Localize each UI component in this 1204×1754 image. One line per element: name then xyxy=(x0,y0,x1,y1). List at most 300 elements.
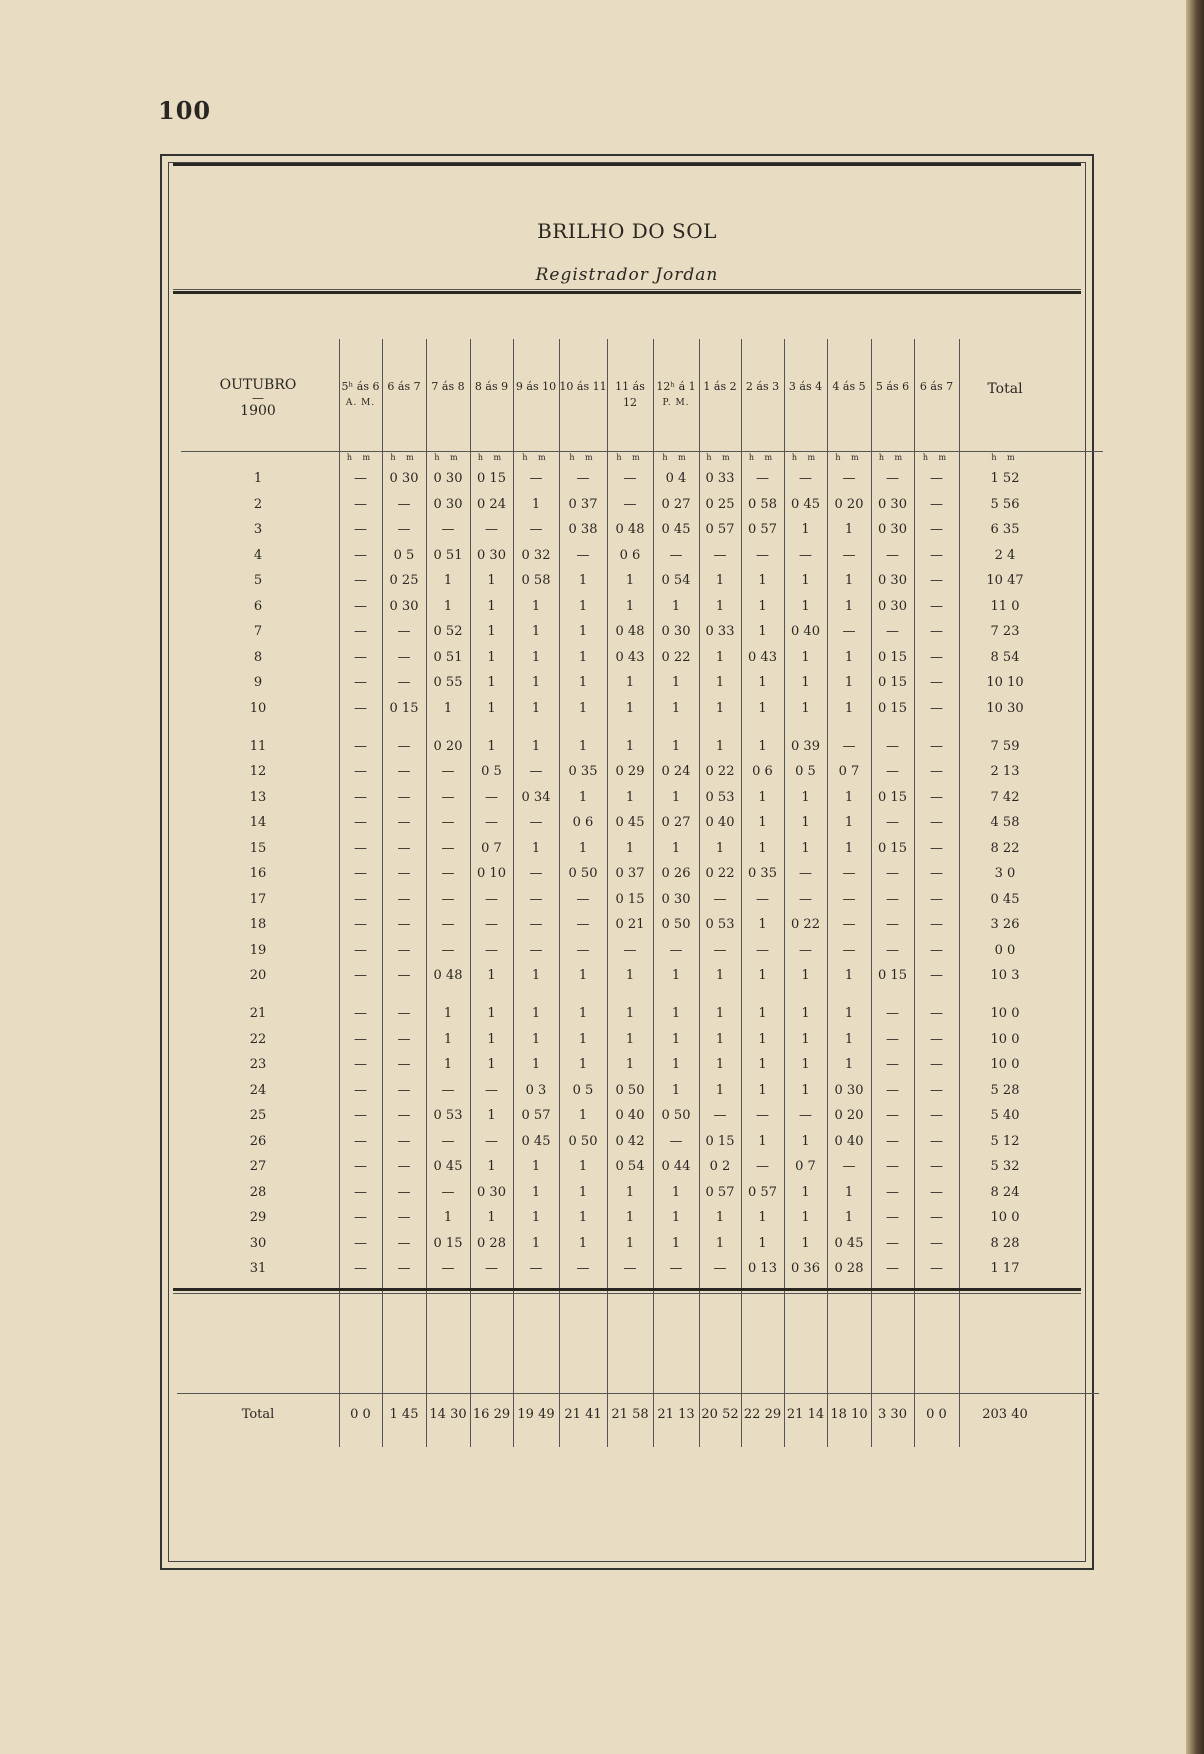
table-cell: 1 xyxy=(487,1108,496,1123)
table-cell: — xyxy=(354,675,367,690)
table-cell: 1 xyxy=(801,1057,810,1072)
column-header-label: 2 ás 3 xyxy=(745,380,780,393)
table-cell: — xyxy=(669,942,683,958)
table-cell: — xyxy=(485,891,498,907)
table-cell: 0 30 xyxy=(477,1184,506,1200)
table-cell: — xyxy=(756,1159,769,1174)
table-cell: 0 35 xyxy=(748,866,777,881)
table-cell: 2 13 xyxy=(990,764,1020,779)
table-cell: 1 xyxy=(844,522,854,537)
table-cell: 1 xyxy=(578,649,588,665)
table-cell: 1 xyxy=(487,624,496,639)
table-cell: 0 4 xyxy=(665,471,687,486)
table-cell: 0 58 xyxy=(521,573,551,588)
table-cell: 1 17 xyxy=(990,1261,1020,1276)
table-cell: 1 xyxy=(801,840,810,856)
unit-label: h m xyxy=(706,453,734,462)
table-cell: — xyxy=(623,1261,637,1276)
row-day: 30 xyxy=(249,1235,267,1251)
month-label: OUTUBRO xyxy=(219,377,297,393)
table-cell: — xyxy=(886,815,899,830)
row-day: 7 xyxy=(253,624,263,639)
row-day: 20 xyxy=(249,968,267,983)
table-cell: 0 58 xyxy=(748,496,777,512)
unit-label: h m xyxy=(346,453,375,462)
table-cell: 3 26 xyxy=(990,917,1020,932)
table-cell: 0 54 xyxy=(615,1159,645,1174)
table-cell: — xyxy=(886,1006,899,1021)
page-edge xyxy=(1186,0,1204,1754)
table-cell: 0 30 xyxy=(878,522,907,537)
table-cell: — xyxy=(886,624,899,639)
table-cell: 5 32 xyxy=(990,1159,1020,1174)
table-cell: 6 35 xyxy=(990,522,1020,537)
table-cell: 1 xyxy=(844,649,854,665)
table-cell: 10 30 xyxy=(986,700,1024,716)
table-cell: — xyxy=(354,1057,367,1072)
table-cell: 1 xyxy=(487,968,496,983)
table-cell: 1 xyxy=(487,598,496,614)
table-cell: — xyxy=(886,738,899,754)
table-cell: 10 0 xyxy=(990,1057,1020,1072)
table-cell: — xyxy=(713,891,727,907)
table-cell: — xyxy=(354,547,367,563)
table-cell: — xyxy=(441,1082,455,1098)
table-cell: — xyxy=(886,1082,899,1098)
column-header xyxy=(871,379,914,395)
table-cell: — xyxy=(930,522,943,537)
table-cell: — xyxy=(397,917,411,932)
unit-label: h m xyxy=(662,453,690,462)
row-day: 8 xyxy=(253,649,263,665)
table-cell: — xyxy=(441,840,455,856)
table-cell: 1 xyxy=(625,1210,635,1225)
table-cell: — xyxy=(354,1133,367,1149)
table-cell: — xyxy=(441,789,455,805)
table-cell: — xyxy=(529,866,543,881)
table-cell: — xyxy=(886,547,899,563)
table-cell: 1 xyxy=(671,1235,681,1251)
table-cell: — xyxy=(354,1108,367,1123)
table-cell: 1 xyxy=(715,1031,725,1047)
table-cell: 1 xyxy=(578,968,588,983)
table-cell: — xyxy=(354,598,367,614)
table-cell: — xyxy=(756,1108,769,1123)
column-header-label: Total xyxy=(987,381,1023,397)
column-header xyxy=(559,379,607,395)
table-cell: 0 15 xyxy=(615,891,645,907)
table-cell: 1 xyxy=(758,1133,767,1149)
row-day: 26 xyxy=(249,1133,267,1149)
table-cell: 1 xyxy=(625,573,635,588)
table-cell: 1 xyxy=(801,1210,810,1225)
header-rule xyxy=(181,451,1103,452)
row-day: 14 xyxy=(249,815,267,830)
total-cell: 203 40 xyxy=(982,1407,1028,1422)
table-cell: 1 xyxy=(531,738,541,754)
column-header xyxy=(339,379,382,411)
table-cell: 1 xyxy=(715,1210,725,1225)
table-cell: 0 57 xyxy=(521,1108,551,1123)
table-cell: 1 xyxy=(625,675,635,690)
table-cell: 1 xyxy=(625,700,635,716)
table-cell: 0 45 xyxy=(521,1133,551,1149)
table-cell: — xyxy=(441,764,455,779)
table-cell: 1 xyxy=(578,1210,588,1225)
table-cell: 0 20 xyxy=(433,738,463,754)
table-cell: 1 xyxy=(531,624,541,639)
table-cell: 0 30 xyxy=(389,471,419,486)
table-cell: — xyxy=(886,1261,899,1276)
table-cell: 1 xyxy=(487,700,496,716)
table-cell: 1 xyxy=(531,968,541,983)
table-cell: 1 xyxy=(801,1006,810,1021)
column-header-label: 10 ás 11 xyxy=(559,380,607,393)
column-header xyxy=(607,379,653,411)
table-cell: 0 7 xyxy=(795,1159,816,1174)
table-cell: 1 xyxy=(443,1006,453,1021)
table-cell: 1 xyxy=(801,789,810,805)
row-day: 4 xyxy=(253,547,263,563)
table-cell: 1 xyxy=(844,1031,854,1047)
table-cell: 1 xyxy=(531,496,541,512)
table-cell: 0 0 xyxy=(994,942,1016,958)
table-cell: 1 xyxy=(443,573,453,588)
table-cell: — xyxy=(886,942,899,958)
table-cell: — xyxy=(886,891,899,907)
table-cell: 0 24 xyxy=(477,496,506,512)
table-cell: — xyxy=(930,968,943,983)
table-cell: — xyxy=(713,1261,727,1276)
table-cell: — xyxy=(930,547,943,563)
table-cell: — xyxy=(397,1082,411,1098)
table-cell: 0 5 xyxy=(795,764,816,779)
table-cell: — xyxy=(354,815,367,830)
table-cell: — xyxy=(842,866,856,881)
table-cell: — xyxy=(886,1133,899,1149)
total-cell: 18 10 xyxy=(830,1407,868,1422)
table-cell: 0 52 xyxy=(433,624,463,639)
table-cell: — xyxy=(397,738,411,754)
table-cell: 0 37 xyxy=(615,866,645,881)
table-cell: 1 xyxy=(531,1184,541,1200)
table-cell: 1 xyxy=(758,1031,767,1047)
table-cell: 1 xyxy=(671,840,681,856)
table-cell: — xyxy=(529,917,543,932)
table-cell: — xyxy=(930,496,943,512)
table-cell: — xyxy=(669,1261,683,1276)
column-header-label: 7 ás 8 xyxy=(431,380,465,393)
table-cell: 1 xyxy=(671,1082,681,1098)
table-cell: 0 53 xyxy=(433,1108,463,1123)
table-cell: 1 xyxy=(671,1031,681,1047)
table-cell: — xyxy=(354,917,367,932)
table-cell: — xyxy=(930,573,943,588)
table-cell: — xyxy=(930,1057,943,1072)
row-day: 31 xyxy=(249,1261,267,1276)
table-cell: 1 xyxy=(487,1159,496,1174)
table-cell: 1 xyxy=(671,738,681,754)
table-cell: — xyxy=(669,547,683,563)
table-cell: — xyxy=(354,522,367,537)
table-cell: — xyxy=(397,1210,411,1225)
table-cell: 1 xyxy=(625,840,635,856)
table-cell: — xyxy=(354,764,367,779)
table-cell: — xyxy=(354,1082,367,1098)
table-cell: 1 xyxy=(671,1057,681,1072)
table-cell: 1 xyxy=(487,1057,496,1072)
table-cell: 0 6 xyxy=(752,764,773,779)
table-cell: 0 20 xyxy=(834,1108,864,1123)
table-cell: 0 6 xyxy=(619,547,641,563)
table-cell: 1 xyxy=(671,700,681,716)
table-cell: 1 xyxy=(578,700,588,716)
table-cell: 1 xyxy=(844,840,854,856)
table-cell: — xyxy=(713,1108,727,1123)
table-cell: 1 xyxy=(578,1057,588,1072)
table-cell: 0 22 xyxy=(661,649,691,665)
table-cell: 0 30 xyxy=(878,598,907,614)
table-cell: — xyxy=(842,738,856,754)
column-header xyxy=(470,379,513,395)
table-cell: — xyxy=(397,1006,411,1021)
table-cell: — xyxy=(529,764,543,779)
table-cell: 1 xyxy=(578,738,588,754)
table-cell: — xyxy=(799,942,812,958)
column-header-label: 9 ás 10 xyxy=(515,380,557,393)
table-cell: — xyxy=(441,1184,455,1200)
table-cell: — xyxy=(713,942,727,958)
table-cell: 1 xyxy=(443,1210,453,1225)
column-header-label: 5 ás 6 xyxy=(875,380,910,393)
table-frame xyxy=(160,154,1094,1570)
table-cell: — xyxy=(529,471,543,486)
table-cell: 0 7 xyxy=(481,840,502,856)
table-cell: — xyxy=(354,496,367,512)
table-cell: 1 xyxy=(715,1082,725,1098)
table-cell: — xyxy=(397,496,411,512)
total-cell: 21 14 xyxy=(786,1407,825,1422)
table-cell: 1 xyxy=(844,1006,854,1021)
table-cell: 0 50 xyxy=(661,917,691,932)
table-cell: — xyxy=(354,942,367,958)
table-cell: 1 xyxy=(801,700,810,716)
row-day: 24 xyxy=(249,1082,267,1098)
table-cell: — xyxy=(397,866,411,881)
table-cell: 1 xyxy=(487,649,496,665)
table-cell: 0 30 xyxy=(661,624,691,639)
table-cell: — xyxy=(441,1133,455,1149)
table-cell: 1 xyxy=(671,1184,681,1200)
table-cell: 0 27 xyxy=(661,496,691,512)
table-cell: 1 xyxy=(801,1031,810,1047)
table-cell: 1 xyxy=(758,840,767,856)
table-cell: 1 xyxy=(801,815,810,830)
table-cell: 0 22 xyxy=(705,764,735,779)
table-cell: 1 xyxy=(758,675,767,690)
table-cell: — xyxy=(799,547,812,563)
table-cell: — xyxy=(842,942,856,958)
table-cell: 11 0 xyxy=(990,598,1020,614)
table-cell: — xyxy=(485,815,498,830)
table-cell: — xyxy=(623,496,637,512)
column-header-label: 6 ás 7 xyxy=(919,380,954,393)
table-cell: 1 xyxy=(578,1235,588,1251)
table-cell: — xyxy=(397,1057,411,1072)
table-cell: 0 30 xyxy=(878,496,907,512)
table-cell: — xyxy=(397,649,411,665)
table-cell: 1 xyxy=(758,700,767,716)
table-cell: 8 54 xyxy=(990,649,1020,665)
table-cell: 1 xyxy=(531,1006,541,1021)
table-cell: — xyxy=(842,547,856,563)
table-cell: 0 51 xyxy=(433,547,463,563)
table-cell: — xyxy=(441,866,455,881)
table-cell: 1 xyxy=(844,1184,854,1200)
table-cell: — xyxy=(576,1261,590,1276)
column-header-sub: P. M. xyxy=(662,398,690,408)
table-cell: 7 23 xyxy=(990,624,1020,639)
unit-label: h m xyxy=(748,453,777,462)
table-cell: 0 5 xyxy=(481,764,502,779)
table-cell: 1 xyxy=(531,675,541,690)
row-day: 2 xyxy=(253,496,263,512)
year-label: 1900 xyxy=(240,403,276,419)
table-cell: — xyxy=(799,891,812,907)
row-day: 1 xyxy=(253,471,263,486)
table-cell: 1 xyxy=(443,700,453,716)
table-subtitle: Registrador Jordan xyxy=(535,265,719,285)
table-cell: — xyxy=(930,917,943,932)
table-cell: — xyxy=(930,1159,943,1174)
table-cell: — xyxy=(756,942,769,958)
table-cell: 0 15 xyxy=(477,471,506,486)
row-day: 3 xyxy=(253,522,263,537)
table-cell: — xyxy=(576,917,590,932)
table-cell: 1 xyxy=(715,1057,725,1072)
table-cell: 1 xyxy=(578,598,588,614)
column-header xyxy=(426,379,470,395)
table-cell: — xyxy=(354,1159,367,1174)
table-cell: 1 xyxy=(531,1031,541,1047)
table-cell: — xyxy=(930,1082,943,1098)
table-cell: 0 40 xyxy=(791,624,820,639)
table-cell: — xyxy=(886,866,899,881)
table-cell: 10 0 xyxy=(990,1006,1020,1021)
table-cell: — xyxy=(354,1184,367,1200)
table-cell: — xyxy=(886,1184,899,1200)
table-cell: 0 32 xyxy=(521,547,551,563)
column-header xyxy=(959,381,1051,397)
table-cell: 8 22 xyxy=(990,840,1020,856)
table-cell: — xyxy=(799,866,812,881)
table-cell: 1 xyxy=(625,598,635,614)
table-cell: 1 xyxy=(758,573,767,588)
table-cell: 0 50 xyxy=(568,866,598,881)
header-top-rule xyxy=(173,291,1081,294)
table-cell: 1 xyxy=(487,738,496,754)
column-header-label: 4 ás 5 xyxy=(832,380,866,393)
table-cell: 1 xyxy=(758,968,767,983)
table-cell: — xyxy=(397,1261,411,1276)
table-cell: 0 30 xyxy=(433,471,463,486)
table-cell: 8 28 xyxy=(990,1235,1020,1251)
table-cell: 1 xyxy=(578,675,588,690)
table-cell: 0 40 xyxy=(705,815,735,830)
total-cell: 1 45 xyxy=(389,1407,419,1422)
unit-label: h m xyxy=(922,453,951,462)
table-cell: — xyxy=(576,891,590,907)
table-cell: 1 xyxy=(758,917,767,932)
table-cell: 1 xyxy=(801,1082,810,1098)
total-cell: 16 29 xyxy=(472,1407,511,1422)
table-cell: 0 7 xyxy=(838,764,860,779)
table-cell: 0 50 xyxy=(615,1082,645,1098)
table-cell: — xyxy=(930,700,943,716)
row-day: 19 xyxy=(249,942,267,958)
row-day: 23 xyxy=(249,1057,267,1072)
table-cell: 1 xyxy=(715,573,725,588)
row-day: 10 xyxy=(249,700,267,716)
table-cell: — xyxy=(529,522,543,537)
table-cell: — xyxy=(529,815,543,830)
table-cell: 1 xyxy=(758,738,767,754)
total-cell: 19 49 xyxy=(517,1407,555,1422)
unit-label: h m xyxy=(791,453,820,462)
table-cell: — xyxy=(930,1031,943,1047)
table-cell: 0 37 xyxy=(568,496,598,512)
table-cell: — xyxy=(799,471,812,486)
table-cell: 1 xyxy=(487,675,496,690)
table-cell: — xyxy=(354,471,367,486)
table-cell: 1 xyxy=(487,573,496,588)
table-cell: 1 xyxy=(844,573,854,588)
table-cell: 0 28 xyxy=(834,1261,864,1276)
table-cell: 0 57 xyxy=(705,522,735,537)
row-day: 22 xyxy=(249,1031,267,1047)
table-cell: 0 48 xyxy=(615,624,645,639)
table-cell: 1 xyxy=(625,968,635,983)
row-day: 29 xyxy=(249,1210,267,1225)
table-cell: 1 xyxy=(715,598,725,614)
table-cell: 0 15 xyxy=(878,840,907,856)
unit-label: h m xyxy=(522,453,550,462)
column-header-label: 5ʰ ás 6 xyxy=(341,380,380,393)
table-cell: 0 27 xyxy=(661,815,691,830)
bottom-thick-rule xyxy=(173,1288,1081,1291)
table-cell: 1 xyxy=(625,1057,635,1072)
table-cell: 1 xyxy=(443,1057,453,1072)
table-cell: — xyxy=(529,1261,543,1276)
table-cell: 0 57 xyxy=(748,1184,777,1200)
table-cell: 0 26 xyxy=(661,866,691,881)
table-cell: 0 57 xyxy=(748,522,777,537)
table-cell: — xyxy=(397,1235,411,1251)
table-cell: 0 40 xyxy=(834,1133,864,1149)
table-cell: 1 xyxy=(578,1184,588,1200)
table-cell: 0 15 xyxy=(878,789,907,805)
table-cell: — xyxy=(930,738,943,754)
unit-label: h m xyxy=(434,453,462,462)
table-cell: 1 xyxy=(801,573,810,588)
table-cell: 7 59 xyxy=(990,738,1020,754)
table-cell: — xyxy=(930,649,943,665)
table-cell: 5 40 xyxy=(990,1108,1020,1123)
table-cell: 10 0 xyxy=(990,1210,1020,1225)
table-cell: 0 15 xyxy=(878,649,907,665)
table-cell: — xyxy=(397,942,411,958)
table-cell: 1 xyxy=(715,1235,725,1251)
